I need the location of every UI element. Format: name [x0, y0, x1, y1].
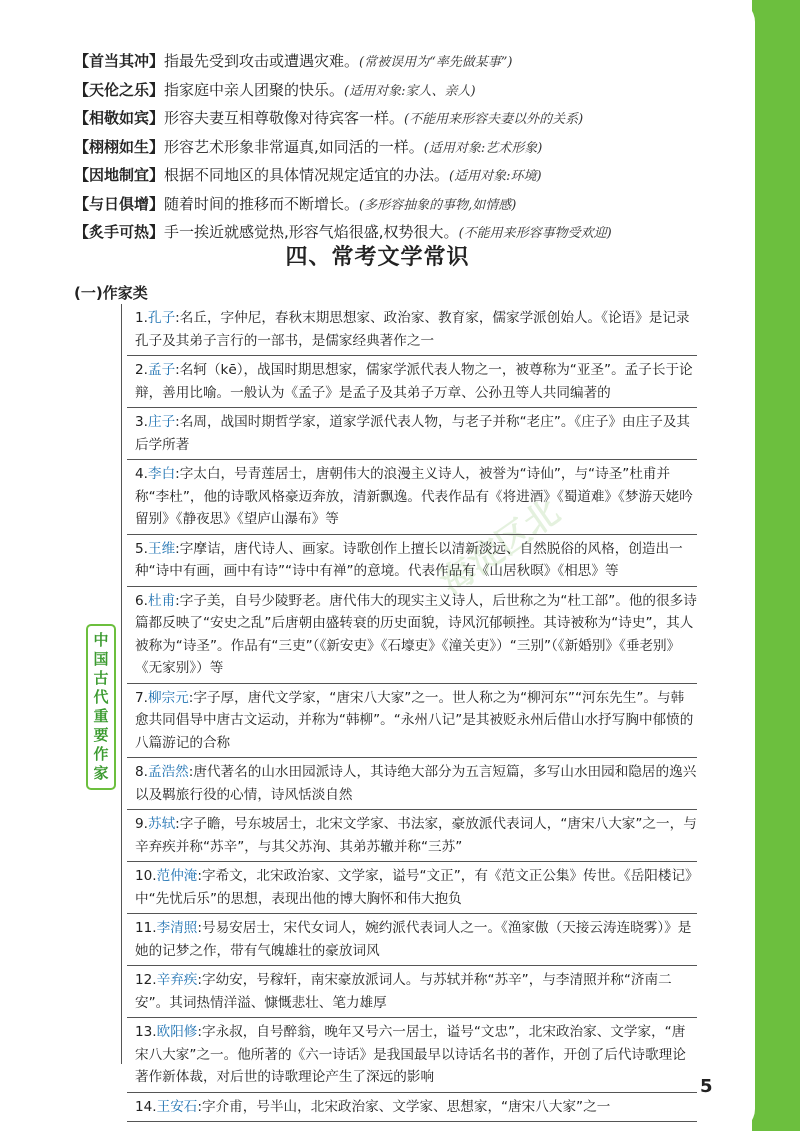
author-text: :字太白，号青莲居士，唐朝伟大的浪漫主义诗人，被誉为“诗仙”，与“诗圣”杜甫并称“李杜”，他的诗歌风格豪迈奔放，清新飘逸。代表作品有《将进酒》《蜀道难》《梦游天姥吟留别》《静夜思》《望庐山瀑布》等 [135, 466, 693, 527]
author-name: 范仲淹 [156, 868, 198, 884]
author-entry [127, 758, 697, 810]
idiom-note: (适用对象:艺术形象) [423, 140, 543, 156]
idiom-item [74, 77, 734, 106]
page-number: 5 [700, 1076, 713, 1097]
author-text: :名丘，字仲尼，春秋末期思想家、政治家、教育家，儒家学派创始人。《论语》是记录孔子及其弟子言行的一部书，是儒家经典著作之一 [135, 310, 690, 349]
entry-number: 3. [135, 414, 148, 430]
author-text: :字摩诘，唐代诗人、画家。诗歌创作上擅长以清新淡远、自然脱俗的风格，创造出一种“诗中有画，画中有诗”“诗中有禅”的意境。代表作品有《山居秋暝》《相思》等 [135, 540, 683, 579]
idiom-note: (常被误用为“率先做某事”) [359, 55, 513, 70]
author-name: 孔子 [147, 310, 176, 326]
idiom-note: (不能用来形容事物受欢迎) [458, 226, 612, 241]
entry-number: 8. [135, 764, 148, 780]
entry-number: 11. [135, 920, 157, 936]
author-text: :字希文，北宋政治家、文学家，谥号“文正”，有《范文正公集》传世。《岳阳楼记》中“先忧后乐”的思想，表现出他的博大胸怀和伟大抱负 [135, 868, 692, 907]
author-text: :字介甫，号半山，北宋政治家、文学家、思想家，“唐宋八大家”之一 [197, 1098, 611, 1115]
entry-number: 2. [135, 362, 148, 378]
idiom-item [74, 162, 734, 191]
author-entry [127, 408, 697, 460]
author-text: :唐代著名的山水田园派诗人，其诗绝大部分为五言短篇，多写山水田园和隐居的逸兴以及羁旅行役的心情，诗风恬淡自然 [135, 764, 697, 803]
entry-number: 5. [135, 540, 148, 557]
author-list [127, 304, 697, 1122]
idiom-term: 【首当其冲】 [74, 52, 165, 70]
author-entry [127, 304, 697, 356]
idiom-item [74, 105, 734, 134]
author-name: 王安石 [156, 1098, 198, 1115]
idiom-definition: 根据不同地区的具体情况规定适宜的办法。 [164, 166, 450, 184]
entry-number: 13. [135, 1024, 157, 1040]
idiom-term: 【天伦之乐】 [74, 80, 165, 99]
idiom-definition: 形容艺术形象非常逼真,如同活的一样。 [164, 137, 424, 156]
author-name: 苏轼 [147, 816, 176, 832]
author-name: 庄子 [147, 414, 176, 430]
idiom-item [74, 48, 734, 77]
idiom-item [74, 134, 734, 163]
idiom-term: 【与日俱增】 [74, 194, 165, 213]
author-name: 李清照 [156, 920, 198, 936]
watermark: 海淀区北 [432, 491, 568, 603]
idiom-term: 【因地制宜】 [74, 166, 165, 184]
idiom-note: (适用对象:环境) [449, 169, 542, 184]
side-tag: 中国古代重要作家 [86, 624, 116, 790]
entry-number: 6. [135, 592, 148, 609]
author-text: :名周，战国时期哲学家，道家学派代表人物，与老子并称“老庄”。《庄子》由庄子及其后学所著 [135, 414, 691, 453]
author-name: 李白 [147, 466, 176, 482]
entry-number: 10. [135, 868, 157, 884]
author-text: :名轲（kē），战国时期思想家，儒家学派代表人物之一，被尊称为“亚圣”。孟子长于论辩，善用比喻。一般认为《孟子》是孟子及其弟子万章、公孙丑等人共同编著的 [135, 362, 693, 401]
entry-number: 1. [135, 310, 148, 326]
author-text: :字幼安，号稼轩，南宋豪放派词人。与苏轼并称“苏辛”，与李清照并称“济南二安”。其词热情洋溢、慷慨悲壮、笔力雄厚 [135, 972, 672, 1011]
entry-number: 4. [135, 466, 148, 482]
author-name: 孟浩然 [147, 764, 189, 780]
idiom-note: (不能用来形容夫妻以外的关系) [404, 112, 584, 127]
idiom-definition: 形容夫妻互相尊敬像对待宾客一样。 [164, 109, 405, 127]
idiom-definition: 手一挨近就感觉热,形容气焰很盛,权势很大。 [164, 223, 459, 241]
author-name: 王维 [147, 540, 176, 557]
author-text: :字子瞻，号东坡居士，北宋文学家、书法家，豪放派代表词人，“唐宋八大家”之一，与辛弃疾并称“苏辛”，与其父苏洵、其弟苏辙并称“三苏” [135, 816, 697, 855]
entry-number: 14. [135, 1098, 157, 1115]
idiom-note: (适用对象:家人、亲人) [344, 83, 476, 99]
idiom-definition: 随着时间的推移而不断增长。 [164, 194, 360, 213]
author-name: 孟子 [147, 362, 176, 378]
section-title: 四、常考文学常识 [285, 245, 470, 270]
idiom-definition: 指最先受到攻击或遭遇灾难。 [164, 52, 360, 70]
author-name: 辛弃疾 [156, 972, 198, 988]
author-entry [127, 862, 697, 914]
idiom-definition: 指家庭中亲人团聚的快乐。 [164, 80, 345, 99]
idiom-note: (多形容抽象的事物,如情感) [359, 197, 517, 213]
author-entry [127, 1093, 697, 1123]
author-entry [127, 535, 697, 587]
entry-number: 12. [135, 972, 157, 988]
idiom-term: 【炙手可热】 [74, 223, 165, 241]
sub-title: (一)作家类 [74, 284, 148, 302]
idiom-item [74, 191, 734, 220]
author-name: 杜甫 [147, 592, 176, 609]
author-entry [127, 460, 697, 535]
idiom-list [74, 48, 734, 248]
author-text: :号易安居士，宋代女词人，婉约派代表词人之一。《渔家傲（天接云涛连晓雾）》是她的记梦之作，带有气魄雄壮的豪放词风 [135, 920, 692, 959]
idiom-term: 【栩栩如生】 [74, 137, 165, 156]
entry-number: 7. [135, 689, 148, 706]
author-entry [127, 587, 697, 684]
page-edge-bar [752, 0, 800, 1131]
idiom-term: 【相敬如宾】 [74, 109, 165, 127]
entry-number: 9. [135, 816, 148, 832]
author-name: 欧阳修 [156, 1024, 198, 1040]
author-name: 柳宗元 [147, 689, 189, 706]
author-text: :字永叔，自号醉翁，晚年又号六一居士，谥号“文忠”，北宋政治家、文学家，“唐宋八大家”之一。他所著的《六一诗话》是我国最早以诗话名书的著作，开创了后代诗歌理论著作新体裁，对后世的诗歌理论产生了深远的影响 [135, 1024, 686, 1085]
author-entry [127, 356, 697, 408]
vertical-divider [121, 304, 122, 1064]
author-entry [127, 810, 697, 862]
author-entry [127, 684, 697, 759]
author-text: :字子厚，唐代文学家，“唐宋八大家”之一。世人称之为“柳河东”“河东先生”。与韩愈共同倡导中唐古文运动，并称为“韩柳”。“永州八记”是其被贬永州后借山水抒写胸中郁愤的八篇游记的合称 [135, 689, 694, 751]
author-entry [127, 1018, 697, 1093]
author-entry [127, 966, 697, 1018]
author-text: :字子美，自号少陵野老。唐代伟大的现实主义诗人，后世称之为“杜工部”。他的很多诗篇都反映了“安史之乱”后唐朝由盛转衰的历史面貌，诗风沉郁顿挫。其诗被称为“诗史”，其人被称为“诗圣”。作品有“三吏”（《新安吏》《石壕吏》《潼关吏》）“三别”（《新婚别》《垂老别》《无家别》）等 [135, 592, 697, 676]
author-entry [127, 914, 697, 966]
